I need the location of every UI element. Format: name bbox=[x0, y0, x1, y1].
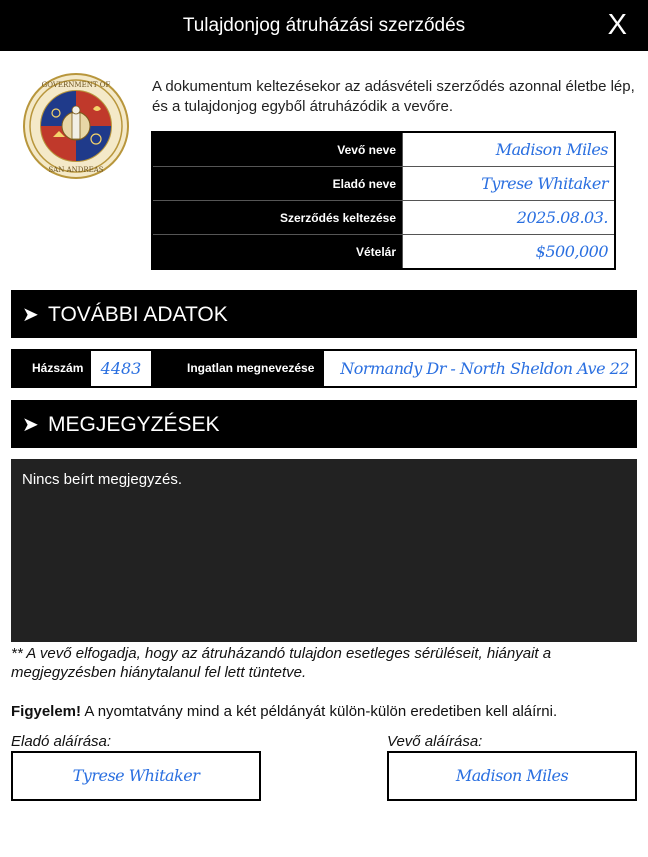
warning-body: A nyomtatvány mind a két példányát külön-külön eredetiben kell aláírni. bbox=[81, 703, 558, 720]
title-bar bbox=[0, 0, 648, 51]
notes-text: Nincs beírt megjegyzés. bbox=[22, 471, 183, 488]
contract-date-value: 2025.08.03. bbox=[403, 201, 616, 235]
notes-box bbox=[11, 459, 637, 642]
seller-name-value: Tyrese Whitaker bbox=[403, 167, 616, 201]
seal-bottom-text: SAN ANDREAS bbox=[48, 166, 104, 174]
table-row bbox=[152, 167, 615, 201]
seller-signature-box: Tyrese Whitaker bbox=[11, 751, 261, 801]
arrow-right-icon: ➤ bbox=[22, 304, 39, 326]
property-name-value: Normandy Dr - North Sheldon Ave 22 bbox=[324, 351, 635, 386]
state-seal-icon bbox=[23, 73, 129, 179]
section-header-notes bbox=[11, 400, 637, 448]
contract-info-table bbox=[151, 131, 616, 270]
window-title: Tulajdonjog átruházási szerződés bbox=[182, 15, 466, 36]
buyer-name-label: Vevő neve bbox=[152, 132, 403, 167]
seller-signature-label: Eladó aláírása: bbox=[11, 733, 112, 750]
table-row bbox=[152, 201, 615, 235]
seller-name-label: Eladó neve bbox=[152, 167, 403, 201]
intro-text: A dokumentum keltezésekor az adásvételi szerződés azonnal életbe lép, és a tulajdonjog egyből átruházódik a vevőre. bbox=[152, 78, 635, 115]
house-number-value: 4483 bbox=[91, 351, 151, 386]
house-number-label: Házszám bbox=[32, 361, 84, 375]
contract-date-label: Szerződés keltezése bbox=[152, 201, 403, 235]
table-row bbox=[152, 235, 615, 270]
arrow-right-icon: ➤ bbox=[22, 414, 39, 436]
price-value: $500,000 bbox=[403, 235, 616, 270]
property-name-label: Ingatlan megnevezése bbox=[187, 361, 315, 375]
table-row bbox=[152, 132, 615, 167]
warning-text bbox=[11, 703, 637, 720]
warning-bold: Figyelem! bbox=[11, 703, 82, 720]
address-row bbox=[11, 349, 637, 388]
seal-top-text: GOVERNMENT OF bbox=[41, 81, 111, 89]
buyer-signature-box: Madison Miles bbox=[387, 751, 637, 801]
price-label: Vételár bbox=[152, 235, 403, 270]
buyer-signature-label: Vevő aláírása: bbox=[387, 733, 483, 750]
close-button[interactable]: X bbox=[607, 9, 627, 41]
disclaimer-text: ** A vevő elfogadja, hogy az átruházandó tulajdon esetleges sérüléseit, hiányait a megjegyzésben hiánytalanul fel lett tüntetve. bbox=[11, 645, 552, 681]
section-title: TOVÁBBI ADATOK bbox=[48, 303, 228, 326]
buyer-name-value: Madison Miles bbox=[403, 132, 616, 167]
section-header-more-details bbox=[11, 290, 637, 338]
section-title: MEGJEGYZÉSEK bbox=[48, 413, 220, 436]
